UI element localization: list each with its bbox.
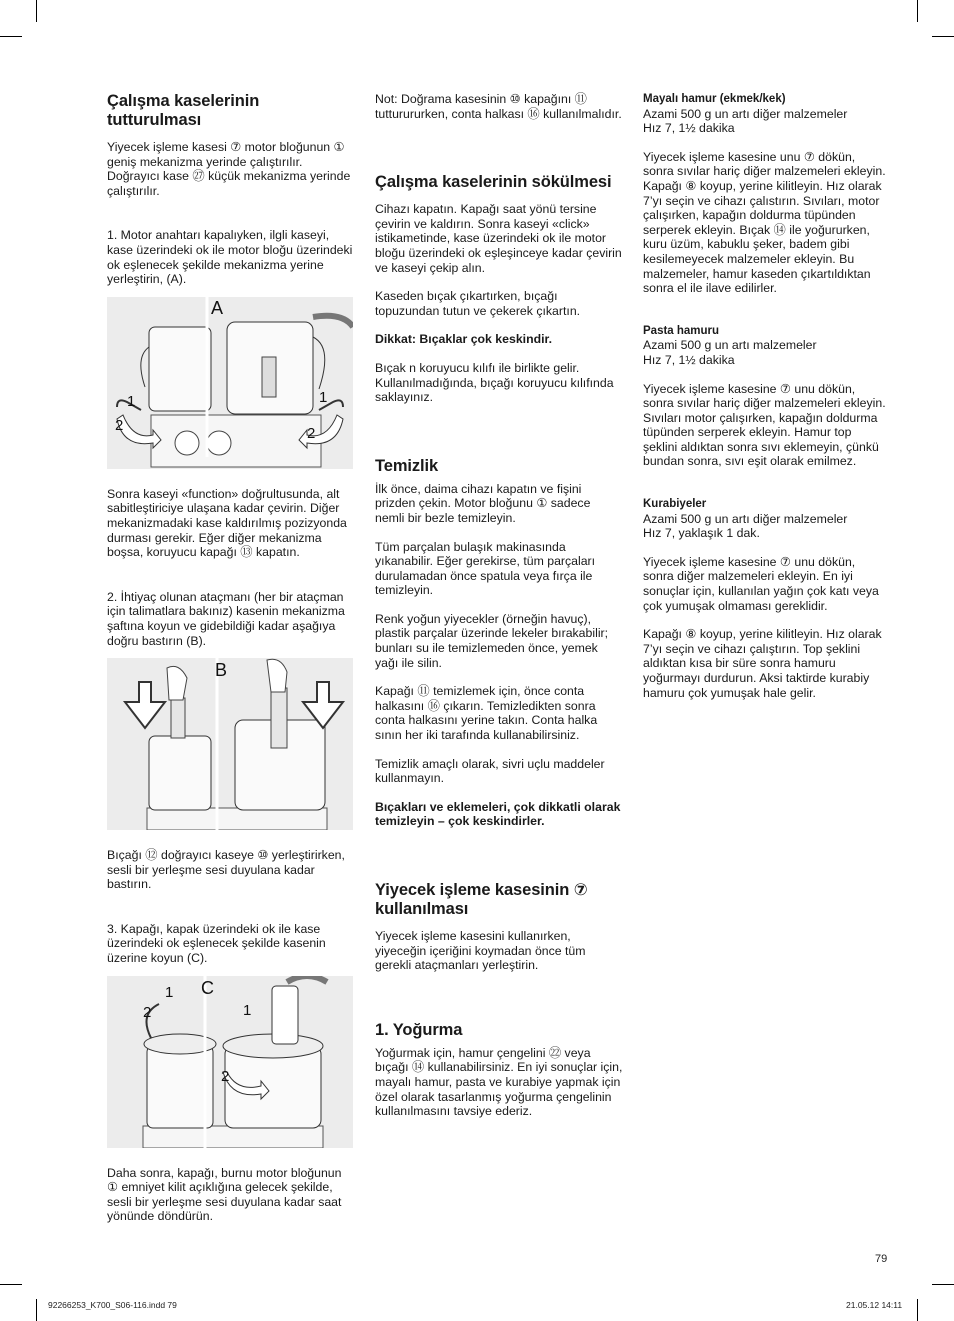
recipe-quantity: Azami 500 g un artı diğer malzemeler	[643, 511, 848, 526]
paragraph: Bıçağı ⑫ doğrayıcı kaseye ⑩ yerleştirirken, sesli bir yerleşme sesi duyulana kadar bastırın.	[107, 848, 345, 892]
heading-attaching-bowls: Çalışma kaselerinin tutturulması	[107, 92, 260, 129]
figure-c	[107, 976, 353, 1148]
paragraph-step-3: 3. Kapağı, kapak üzerindeki ok ile kase üzerindeki ok eşlenecek şekilde kasenin üzerine koyun (C).	[107, 921, 326, 966]
paragraph: Sıvıları motor çalışırken, kapağın doldurma tüpünden serperek ekleyin. Hamur top şeklini aldıktan sonra sıvı eklemeyin, çünkü bundan sonra, sıvı eşit olarak emilmez.	[643, 410, 879, 469]
figure-c-drawing	[107, 976, 353, 1148]
crop-mark	[0, 36, 22, 37]
footer-date: 21.05.12 14:11	[846, 1300, 903, 1310]
page-number: 79	[875, 1253, 888, 1265]
column-left	[107, 92, 355, 1238]
figure-callout: 2	[143, 1003, 152, 1021]
figure-label: B	[215, 660, 228, 681]
column-middle	[375, 92, 623, 1133]
paragraph: Temizlik amaçlı olarak, sivri uçlu maddeler kullanmayın.	[375, 756, 605, 786]
paragraph: İlk önce, daima cihazı kapatın ve fişini prizden çekin. Motor bloğunu ① sadece nemli bir bezle temizleyin.	[375, 481, 591, 525]
figure-callout: 2	[307, 424, 316, 442]
figure-callout: 1	[319, 388, 328, 406]
paragraph: Kapağı ⑪ temizlemek için, önce conta halkasını ⑯ çıkarın. Temizledikten sonra conta halkasını yerine takın. Conta halka sının her iki tarafında kullanabilirsiniz.	[375, 684, 598, 743]
crop-mark	[917, 1299, 918, 1321]
crop-mark	[932, 1284, 954, 1285]
paragraph: Renk yoğun yiyecekler (örneğin havuç), plastik parçalar üzerinde lekeler bırakabilir; bunları su ile temizlemeden önce, yemek yağı ile silin.	[375, 611, 609, 670]
warning-text: Bıçakları ve eklemeleri, çok dikkatli olarak temizleyin – çok keskindirler.	[375, 799, 621, 829]
paragraph: Daha sonra, kapağı, burnu motor bloğunun ① emniyet kilit açıklığına gelecek şekilde, sesli bir yerleşme sesi duyulana kadar saat yönünde döndürün.	[107, 1165, 342, 1224]
paragraph-step-1: 1. Motor anahtarı kapalıyken, ilgli kaseyi, kase üzerindeki ok ile motor bloğu üzerindeki ok eşlenecek şekilde mekanizma yerine yerleştirin, (A).	[107, 228, 353, 287]
heading-kneading: 1. Yoğurma	[375, 1020, 463, 1039]
crop-mark	[36, 0, 37, 22]
note-paragraph: Not: Doğrama kasesinin ⑩ kapağını ⑪ tutturururken, conta halkası ⑯ kullanılmalıdır.	[375, 92, 622, 121]
warning-text: Dikkat: Bıçaklar çok keskindir.	[375, 332, 553, 347]
crop-mark	[932, 36, 954, 37]
paragraph: Yiyecek işleme kasesine unu ⑦ dökün, sonra sıvılar hariç diğer malzemeleri ekleyin.	[643, 149, 886, 179]
paragraph: Yiyecek işleme kasesine ⑦ unu dökün, sonra diğer malzemeleri ekleyin. En iyi sonuçlar için, kullanılan yağın çok katı veya çok yumuşak olmaması gereklidir.	[643, 554, 879, 613]
footer-file-name: 92266253_K700_S06-116.indd 79	[48, 1300, 177, 1310]
paragraph: Kaseden bıçak çıkartırken, bıçağı topuzundan tutun ve çekerek çıkartın.	[375, 289, 581, 318]
heading-food-bowl-usage: Yiyecek işleme kasesinin ⑦ kullanılması	[375, 881, 588, 918]
column-right	[643, 92, 889, 714]
recipe-quantity: Azami 500 g un artı malzemeler	[643, 338, 817, 353]
recipe-title-pastry: Pasta hamuru	[643, 324, 720, 337]
figure-callout: 2	[221, 1067, 230, 1085]
recipe-title-yeast-dough: Mayalı hamur (ekmek/kek)	[643, 93, 786, 105]
figure-callout: 1	[243, 1001, 252, 1019]
recipe-title-cookies: Kurabiyeler	[643, 498, 707, 511]
paragraph: Yiyecek işleme kasesi ⑦ motor bloğunun ① geniş mekanizma yerinde çalıştırılır. Doğrayıcı kase ㉗ küçük mekanizma yerinde çalıştırılır.	[107, 140, 351, 198]
figure-b	[107, 658, 353, 830]
recipe-speed: Hız 7, yaklaşık 1 dak.	[643, 526, 760, 541]
figure-callout: 1	[165, 983, 174, 1001]
figure-callout: 2	[115, 416, 124, 434]
heading-removing-bowls: Çalışma kaselerinin sökülmesi	[375, 173, 612, 192]
paragraph: Yiyecek işleme kasesini kullanırken, yiyeceğin içeriğini koymadan önce tüm gerekli ataçmanları yerleştirin.	[375, 929, 586, 973]
figure-label: A	[211, 297, 224, 318]
paragraph: Tüm parçalan bulaşık makinasında yıkanabilir. Eğer gerekirse, tüm parçaları durulamadan önce spatula veya fırça ile temizleyin.	[375, 539, 596, 598]
figure-label: C	[201, 977, 214, 998]
figure-a-drawing	[107, 297, 353, 469]
figure-callout: 1	[127, 392, 136, 410]
recipe-quantity: Azami 500 g un artı diğer malzemeler	[643, 106, 848, 121]
paragraph: Yiyecek işleme kasesine ⑦ unu dökün, sonra sıvılar hariç diğer malzemeleri ekleyin.	[643, 381, 886, 411]
paragraph-step-2: 2. İhtiyaç olunan ataçmanı (her bir ataçman için talimatlara bakınız) kasenin mekanizma şaftına koyun ve gidebildiği kadar aşağıya doğru bastırın (B).	[107, 589, 345, 648]
recipe-speed: Hız 7, 1½ dakika	[643, 352, 735, 367]
paragraph: Cihazı kapatın. Kapağı saat yönü tersine çevirin ve kaldırın. Sonra kaseyi «click» istikametinde, kase üzerindeki ok ile motor bloğu üzerindeki ok eşleşinceye kadar çevirin ve kaseyi çekip alın.	[375, 202, 622, 275]
paragraph: Bıçak n koruyucu kılıfı ile birlikte gelir. Kullanılmadığında, bıçağı koruyucu kılıfında saklayınız.	[375, 360, 614, 405]
crop-mark	[36, 1299, 37, 1321]
crop-mark	[0, 1284, 22, 1285]
paragraph: Sonra kaseyi «function» doğrultusunda, alt sabitleştiriciye ulaşana kadar çevirin. Diğer mekanizmadaki kase kaldırılmış pozizyonda durması gerekir. Eğer diğer mekanizma boşsa, koruyucu kapağı ⑬ kapatın.	[107, 486, 347, 560]
heading-cleaning: Temizlik	[375, 456, 439, 475]
figure-a	[107, 297, 353, 469]
crop-mark	[917, 0, 918, 22]
paragraph: Yoğurmak için, hamur çengelini ㉒ veya bıçağı ⑭ kullanabilirsiniz. En iyi sonuçlar için, mayalı hamur, pasta ve kurabiye yapmak için özel olarak tasarlanmış yoğurma çengelinin kullanılmasını tavsiye ederiz.	[375, 1045, 623, 1119]
recipe-speed: Hız 7, 1½ dakika	[643, 121, 735, 136]
paragraph: Kapağı ⑧ koyup, yerine kilitleyin. Hız olarak 7’yı seçin ve cihazı çalıştırın. Top şeklini aldıktan kısa bir süre sonra hamuru yoğurmayı durdurun. Aksi taktirde kurabiy hamuru çok yumuşak hale gelir.	[643, 627, 882, 700]
paragraph: Kapağı ⑧ koyup, yerine kilitleyin. Hız olarak 7’yı seçin ve cihazı çalıstırın. Sıvıları, motor çalışırken, kapağın doldurma tüpünden serperek ekleyin. Bıçak ⑭ ile yoğururken, kuru üzüm, kabuklu şeker, badem gibi kesilemeyecek malzemeler ekleyin. Bu malzemeler, hamur kaseden çıkartıldıktan sonra el ile ilave edilirler.	[643, 178, 882, 296]
figure-b-drawing	[107, 658, 353, 830]
